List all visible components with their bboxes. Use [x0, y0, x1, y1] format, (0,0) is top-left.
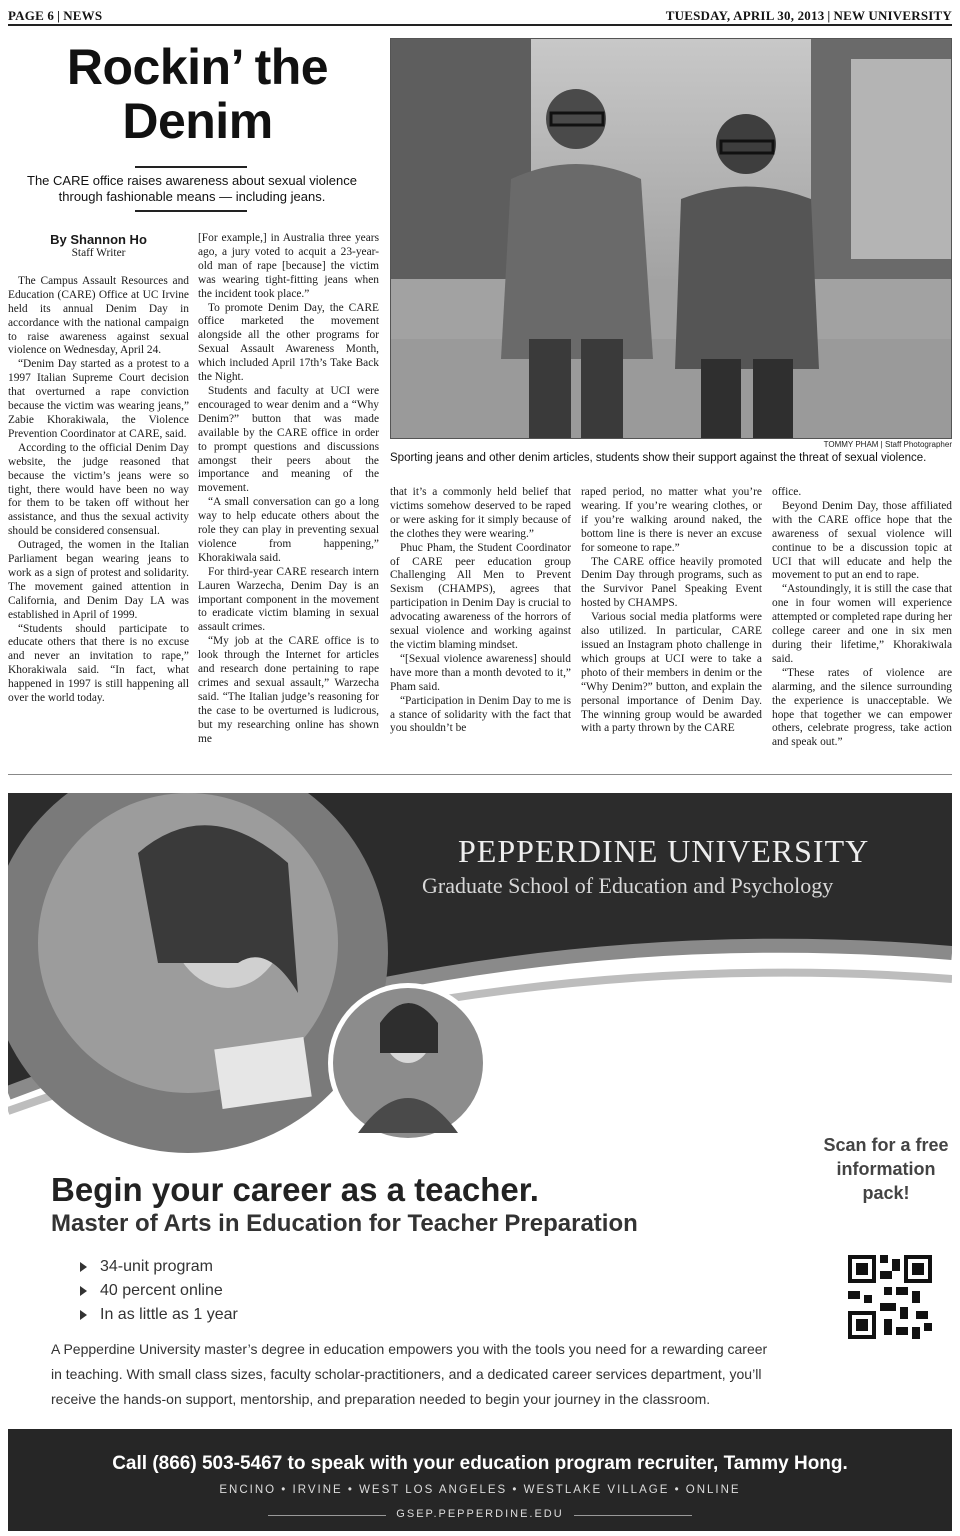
ad-bullet-list [80, 1255, 238, 1327]
paragraph: For third-year CARE research intern Lauren Warzecha, Denim Day is an important component in the movement to eradicate victim blaming in sexual assault crimes. [198, 565, 379, 634]
article-headline: Rockin’ the Denim [66, 39, 329, 149]
qr-code-icon[interactable] [844, 1251, 936, 1343]
paragraph: The CARE office heavily promoted Denim Day through programs, such as the Survivor Panel Speaking Event hosted by CHAMPS. [581, 555, 762, 610]
paragraph: [For example,] in Australia three years ago, a jury voted to acquit a 23-year-old man of rape [because] the victim was wearing tight-fitting jeans when the incident took place.” [198, 232, 379, 300]
ad-university-logo: PEPPERDINE UNIVERSITY [458, 833, 870, 869]
article-bottom-rule [8, 774, 952, 775]
article-photo [390, 38, 952, 439]
paragraph: “A small conversation can go a long way to help educate others about the role they can play in preventing sexual violence from happening,” Khorakiwala said. [198, 496, 379, 564]
paragraph: Students and faculty at UCI were encouraged to wear denim and a “Why Denim?” button that was made available by the CARE office in order to prompt questions and discussions amongst their peers about the importance and meaning of the movement. [198, 384, 379, 495]
paragraph: “[Sexual violence awareness] should have more than a month devoted to it,” Pham said. [390, 652, 571, 693]
publication-name: NEW UNIVERSITY [833, 8, 952, 23]
article-column-5 [772, 486, 952, 766]
paragraph: “My job at the CARE office is to look through the Internet for articles and research done pertaining to rape crimes and sexual assault,” Warzecha said. “The Italian judge’s reasoning for the case to be overturned is ludicrous, but my researching online has shown me [198, 635, 379, 745]
ad-bullet: In as little as 1 year [80, 1303, 238, 1327]
header-right: TUESDAY, APRIL 30, 2013 | NEW UNIVERSITY [665, 8, 952, 23]
article-column-1 [8, 232, 189, 766]
ad-url[interactable]: GSEP.PEPPERDINE.EDU [386, 1508, 573, 1520]
ad-call-text: Call (866) 503-5467 to speak with your education program recruiter, Tammy Hong. [112, 1453, 848, 1474]
page-label: PAGE 6 [8, 8, 55, 23]
byline: By Shannon Ho [50, 232, 147, 247]
ad-url-wrap [8, 1508, 952, 1520]
header-rule [8, 24, 952, 26]
ad-bullet: 40 percent online [80, 1279, 238, 1303]
paragraph: To promote Denim Day, the CARE office marketed the movement alongside all the other programs for Sexual Assault Awareness Month, which included April 17th’s Take Back the Night. [198, 301, 379, 384]
paragraph: According to the official Denim Day website, the judge reasoned that because the victim’s jeans were so tight, there would have been no way for them to be taken off without her assistance, and thus the sexual activity should be considered consensual. [8, 441, 189, 538]
ad-school-name: Graduate School of Education and Psychology [422, 873, 834, 898]
bullet-triangle-icon [80, 1310, 87, 1320]
ad-locations: ENCINO • IRVINE • WEST LOS ANGELES • WESTLAKE VILLAGE • ONLINE [219, 1484, 741, 1496]
article-deck: The CARE office raises awareness about sexual violence through fashionable means — including jeans. [27, 173, 357, 204]
byline-role: Staff Writer [71, 247, 126, 259]
photo-credit: TOMMY PHAM | Staff Photographer [823, 440, 952, 449]
article-column-2 [198, 232, 379, 766]
header-left: PAGE 6 | NEWS [8, 8, 103, 23]
pepperdine-advertisement [8, 793, 952, 1531]
paragraph: “Students should participate to educate others that there is no excuse and never an invitation to rape,” Khorakiwala said. “In fact, what happened in 1997 is still happening all over the world today. [8, 622, 189, 705]
paragraph: office. [772, 486, 802, 498]
ad-subhead: Master of Arts in Education for Teacher Preparation [51, 1210, 638, 1237]
deck-rule-top [135, 166, 247, 168]
paragraph: that it’s a commonly held belief that victims somehow deserved to be raped or were asking for it simply because of the clothes they were wearing.” [390, 486, 571, 540]
paragraph: Various social media platforms were also utilized. In particular, CARE issued an Instagram photo challenge in which groups at UCI were to take a photo of their members in denim or the “Why Denim?” button, and explain the personal importance of Denim Day. The winning group would be awarded with a party thrown by the CARE [581, 611, 762, 735]
section-label: NEWS [63, 8, 103, 23]
ad-headline: Begin your career as a teacher. [51, 1171, 539, 1208]
bullet-triangle-icon [80, 1286, 87, 1296]
article-column-3 [390, 486, 571, 766]
ad-scan-prompt: Scan for a free information pack! [823, 1135, 949, 1203]
issue-date: TUESDAY, APRIL 30, 2013 [665, 8, 825, 23]
paragraph: raped period, no matter what you’re wearing. If you’re wearing clothes, or if you’re walking around naked, the bottom line is there is never an excuse for someone to rape.” [581, 486, 762, 554]
bullet-triangle-icon [80, 1262, 87, 1272]
paragraph: “These rates of violence are alarming, and the silence surrounding the experience is unacceptable. We hope that together we can empower others, celebrate progress, take action and speak out.” [772, 666, 952, 749]
paragraph: Phuc Pham, the Student Coordinator of CARE peer education group Challenging All Men to Prevent Sexism (CHAMPS), agrees that participation in Denim Day is crucial to advocating awareness of the horrors of sexual violence and working against the victim blaming mindset. [390, 541, 571, 651]
article-column-4 [581, 486, 762, 766]
ad-bullet: 34-unit program [80, 1255, 238, 1279]
paragraph: The Campus Assault Resources and Education (CARE) Office at UC Irvine held its annual Denim Day in accordance with the national campaign to raise awareness against sexual violence on Wednesday, April 24. [8, 274, 189, 357]
paragraph: Beyond Denim Day, those affiliated with the CARE office hope that the awareness of sexual violence will continue to be a discussion topic at UCI that will educate and help the movement to put an end to rape. [772, 499, 952, 582]
photo-caption: Sporting jeans and other denim articles, students show their support against the threat of sexual violence. [390, 452, 927, 464]
paragraph: “Astoundingly, it is still the case that one in four women will experience attempted or completed rape during her college career and one in six men during their lifetime,” Khorakiwala said. [772, 583, 952, 665]
paragraph: “Participation in Denim Day to me is a stance of solidarity with the fact that you shouldn’t be [390, 694, 571, 735]
deck-rule-bottom [135, 210, 247, 212]
paragraph: “Denim Day started as a protest to a 1997 Italian Supreme Court decision that overturned a rape conviction because the victim was wearing jeans,” Zabie Khorakiwala, the Violence Prevention Coordinator at CARE, said. [8, 358, 189, 440]
ad-body-text: A Pepperdine University master’s degree in education empowers you with the tools you need for a rewarding career in teaching. With small class sizes, faculty scholar-practitioners, and a dedicated career services department, you’ll receive the hands-on support, mentorship, and preparation needed to begin your journey in the classroom. [51, 1341, 768, 1407]
paragraph: Outraged, the women in the Italian Parliament began wearing jeans to work as a sign of protest and solidarity. The movement gained attention in California, and Denim Day LA was established in April of 1999. [8, 539, 189, 621]
page-header [8, 4, 952, 24]
